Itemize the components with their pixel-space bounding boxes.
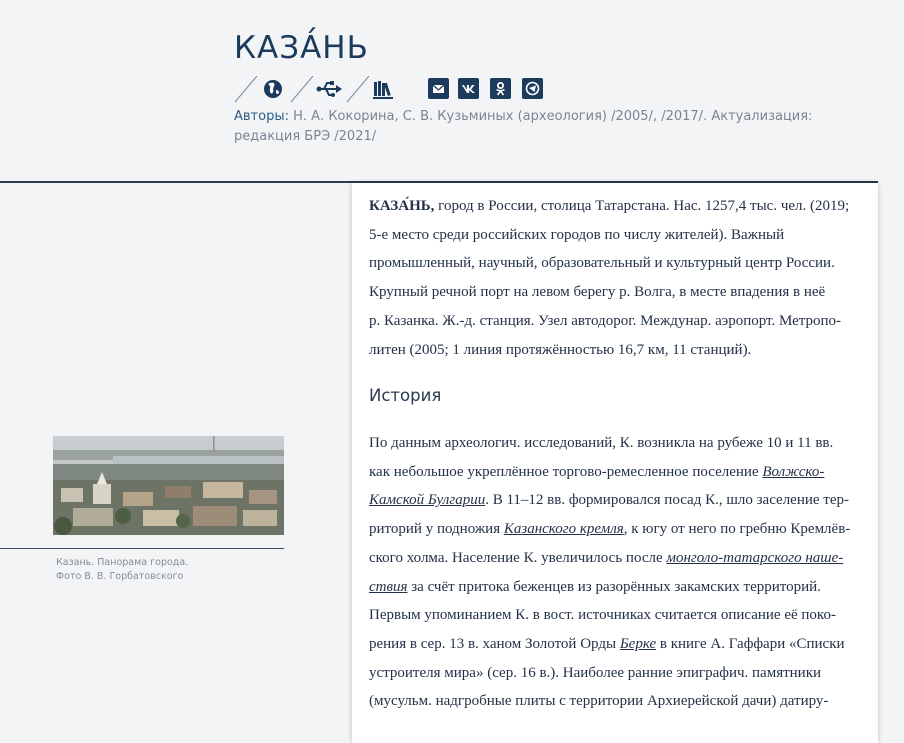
intro-text: город в России, столица Татарстана. Нас. 1257,4 тыс. чел. (2019;: [434, 198, 850, 214]
caption-line: Казань. Панорама города.: [56, 557, 189, 568]
link-berke[interactable]: Берке: [619, 635, 657, 652]
intro-text: р. Казанка. Ж.-д. станция. Узел автодорог. Междунар. аэропорт. Метропо-: [369, 312, 842, 329]
link-mongol-invasion[interactable]: монголо-татарского наше-: [666, 549, 844, 566]
separator-slash: [288, 74, 316, 104]
kazan-panorama-photo[interactable]: [53, 436, 284, 535]
separator-slash: [344, 74, 372, 104]
intro-text: промышленный, научный, образовательный и культурный центр России.: [369, 255, 835, 272]
history-text: , к югу от него по гребню Кремлёв-: [623, 521, 851, 538]
history-text: рения в сер. 13 в. ханом Золотой Орды: [369, 635, 620, 652]
history-text: (мусульм. надгробные плиты с территории Архиерейской дачи) датиру-: [369, 693, 829, 710]
history-text: Первым упоминанием К. в вост. источниках считается описание её поко-: [369, 607, 836, 624]
library-icon[interactable]: [372, 78, 394, 100]
figure-divider: [0, 548, 284, 549]
history-text: ского холма. Население К. увеличилось после: [369, 549, 667, 566]
history-text: за счёт притока беженцев из разорённых закамских территорий.: [407, 578, 821, 595]
vk-icon[interactable]: [458, 78, 479, 99]
link-volga-bulgaria[interactable]: Камской Булгарии: [369, 492, 486, 509]
history-text: риторий у подножия: [369, 521, 504, 538]
usb-icon[interactable]: [316, 78, 342, 100]
link-kazan-kremlin[interactable]: Казанского кремля: [503, 521, 624, 538]
lead-term: КАЗА́НЬ,: [369, 198, 435, 214]
authors-text: Н. А. Кокорина, С. В. Кузьминых (археология) /2005/, /2017/. Актуализация: редакция БРЭ /2021/: [234, 109, 813, 144]
authors-label: Авторы:: [234, 109, 289, 124]
mail-icon[interactable]: [428, 78, 449, 99]
article-intro: [369, 192, 869, 364]
globe-icon[interactable]: [262, 78, 284, 100]
article-title: КАЗА́НЬ: [234, 30, 369, 66]
section-heading-history: История: [369, 386, 442, 405]
history-text: устроителя мира» (сер. 16 в.). Наиболее ранние эпиграфич. памятники: [369, 664, 822, 681]
authors-line: [234, 107, 854, 147]
telegram-icon[interactable]: [522, 78, 543, 99]
link-mongol-invasion[interactable]: ствия: [369, 578, 408, 595]
history-text: как небольшое укреплённое торгово-ремесленное поселение: [369, 463, 763, 480]
intro-text: 5-е место среди российских городов по числу жителей). Важный: [369, 226, 785, 243]
history-section: [369, 429, 869, 716]
intro-text: литен (2005; 1 линия протяжённостью 16,7 км, 11 станций).: [369, 341, 752, 358]
intro-text: Крупный речной порт на левом берегу р. Волга, в месте впадения в неё: [369, 284, 826, 301]
history-text: По данным археологич. исследований, К. возникла на рубеже 10 и 11 вв.: [369, 435, 834, 451]
link-volga-bulgaria[interactable]: Волжско-: [762, 463, 825, 480]
caption-credit: Фото В. В. Горбатовского: [56, 571, 184, 582]
separator-slash: [232, 74, 260, 104]
history-text: . В 11–12 вв. формировался посад К., шло заселение тер-: [485, 492, 850, 509]
odnoklassniki-icon[interactable]: [490, 78, 511, 99]
history-text: в книге А. Гаффари «Списки: [656, 635, 845, 652]
figure-caption: [56, 556, 256, 584]
